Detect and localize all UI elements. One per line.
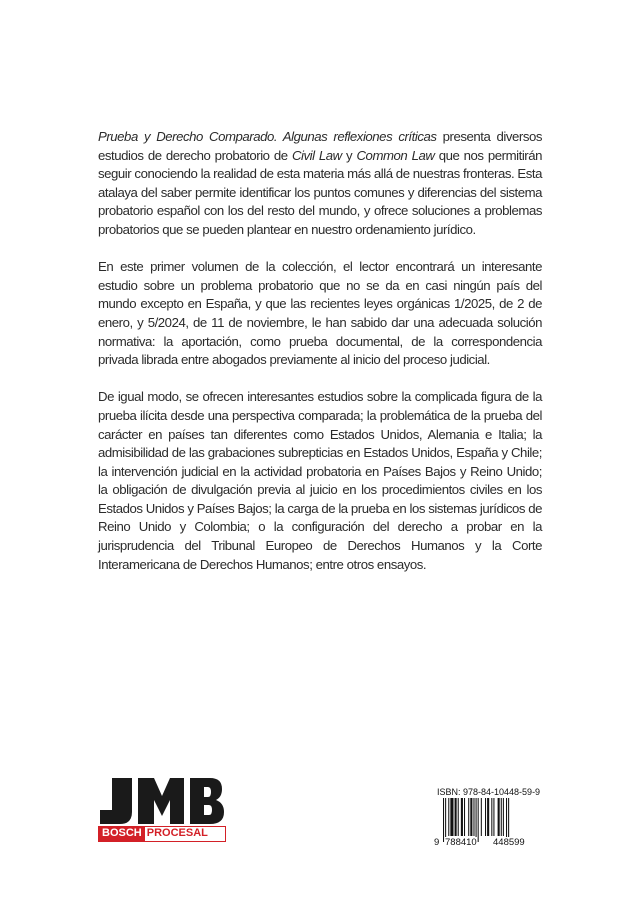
barcode-digit-group-2: 448599 — [493, 837, 525, 848]
paragraph-1 — [98, 128, 542, 240]
back-cover-text — [98, 128, 542, 593]
paragraph-1-text-b: y — [341, 147, 357, 163]
barcode-digit-first: 9 — [434, 837, 440, 848]
isbn-barcode — [435, 787, 547, 849]
bosch-label: BOSCH — [99, 827, 145, 841]
common-law-term: Common Law — [356, 147, 435, 163]
procesal-label: PROCESAL — [146, 827, 208, 839]
paragraph-1-text-a: presenta diversos estudios de derecho probatorio de — [98, 129, 542, 163]
jmb-logo-icon — [98, 778, 226, 826]
barcode-digit-group-1: 788410 — [445, 837, 477, 848]
publisher-label — [98, 826, 226, 842]
isbn-text: ISBN: 978-84-10448-59-9 — [437, 787, 541, 797]
paragraph-1-text-c: que nos permitirán seguir conociendo la realidad de esta materia más allá de nuestras fronteras. Esta atalaya del saber permite identificar los puntos comunes y diferencias del sistema probatorio español con los del resto del mundo, y ofrece soluciones a problemas probatorios que se pueden plantear en nuestro ordenamiento jurídico. — [98, 147, 543, 237]
book-title: Prueba y Derecho Comparado. Algunas reflexiones críticas — [98, 129, 437, 144]
paragraph-3: De igual modo, se ofrecen interesantes estudios sobre la complicada figura de la prueba ilícita desde una perspectiva comparada; la problemática de la prueba del carácter en países tan diferentes como Estados Unidos, Alemania e Italia; la admisibilidad de las grabaciones subrepticias en Estados Unidos, España y Chile; la intervención judicial en la actividad probatoria en Países Bajos y Reino Unido; la obligación de divulgación previa al juicio en los procedimientos civiles en los Estados Unidos y Países Bajos; la carga de la prueba en los sistemas jurídicos de Reino Unido y Colombia; o la configuración del derecho a probar en la jurisprudencia del Tribunal Europeo de Derechos Humanos y la Corte Interamericana de Derechos Humanos; entre otros ensayos. — [98, 389, 542, 572]
civil-law-term: Civil Law — [291, 147, 342, 163]
paragraph-2: En este primer volumen de la colección, el lector encontrará un interesante estudio sobre un problema probatorio que no se da en casi ningún país del mundo excepto en España, y que las recientes leyes orgánicas 1/2025, de 2 de enero, y 5/2024, de 11 de noviembre, le han sabido dar una adecuada solución normativa: la aportación, como prueba documental, de la correspondencia privada librada entre abogados previamente al inicio del proceso judicial. — [98, 259, 542, 368]
